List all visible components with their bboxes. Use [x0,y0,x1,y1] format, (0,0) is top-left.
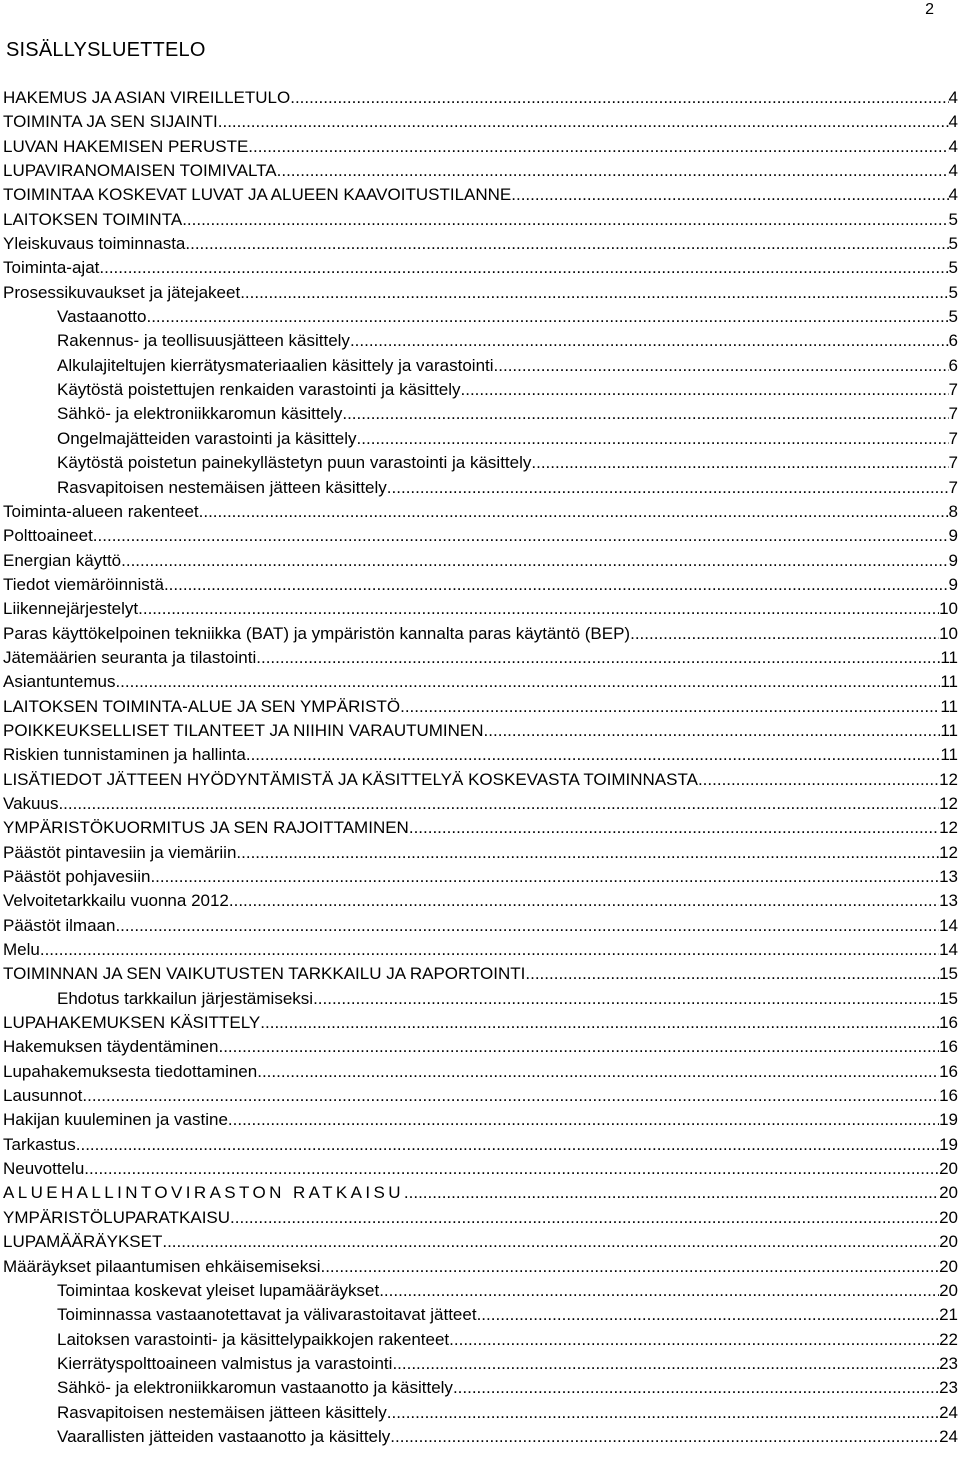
toc-dot-leader [461,378,949,402]
toc-entry-page: 4 [948,88,958,107]
toc-entry-page: 20 [939,1232,958,1252]
toc-entry-label: Käytöstä poistetun painekyllästetyn puun varastointi ja käsittely [57,453,532,473]
toc-dot-leader [392,1352,939,1376]
toc-entry[interactable] [3,889,958,913]
toc-entry[interactable] [3,354,958,378]
toc-entry[interactable] [3,110,958,134]
toc-entry-label: YMPÄRISTÖLUPARATKAISU [3,1207,231,1227]
toc-dot-leader [257,1060,939,1084]
toc-entry-label: TOIMINNAN JA SEN VAIKUTUSTEN TARKKAILU JA RAPORTOINTI [3,964,526,984]
toc-entry[interactable] [3,622,958,646]
toc-entry[interactable] [3,256,958,280]
toc-entry[interactable] [3,1328,958,1352]
toc-entry[interactable] [3,378,958,402]
toc-dot-leader [93,524,949,548]
toc-entry-label: Neuvottelu [3,1159,85,1179]
toc-entry[interactable] [3,183,958,207]
toc-entry-page: 5 [948,282,958,302]
toc-entry[interactable] [3,86,958,110]
toc-entry-label: Hakemuksen täydentäminen [3,1037,219,1057]
toc-dot-leader [146,305,948,329]
toc-entry-page: 11 [940,745,958,765]
toc-entry-page: 21 [939,1305,958,1325]
toc-entry[interactable] [3,938,958,962]
toc-dot-leader [531,451,948,475]
toc-entry[interactable] [3,670,958,694]
toc-dot-leader [387,476,949,500]
toc-dot-leader [246,743,940,767]
toc-dot-leader [40,938,939,962]
toc-entry-page: 15 [939,964,958,984]
toc-dot-leader [82,1084,939,1108]
toc-entry-label: Liikennejärjestelyt [3,599,139,619]
toc-entry-page: 13 [939,891,958,911]
toc-entry-label: Ehdotus tarkkailun järjestämiseksi [57,988,314,1008]
toc-entry-page: 23 [939,1378,958,1398]
toc-entry-label: Asiantuntemus [3,672,116,692]
toc-dot-leader [162,1230,939,1254]
toc-dot-leader [484,719,941,743]
toc-entry-label: Sähkö- ja elektroniikkaromun vastaanotto ja käsittely [57,1378,453,1398]
toc-entry-label: Riskien tunnistaminen ja hallinta [3,745,246,765]
toc-dot-leader [357,427,949,451]
toc-entry[interactable] [3,476,958,500]
toc-dot-leader [76,1133,939,1157]
toc-dot-leader [511,183,948,207]
toc-entry-page: 11 [940,672,958,692]
toc-entry-label: TOIMINTAA KOSKEVAT LUVAT JA ALUEEN KAAVOITUSTILANNE [3,185,512,205]
toc-entry-label: Tiedot viemäröinnistä [3,574,164,594]
toc-entry[interactable] [3,232,958,256]
toc-entry-page: 5 [948,234,958,254]
toc-entry-label: Rakennus- ja teollisuusjätteen käsittely [57,331,350,351]
toc-entry-label: Prosessikuvaukset ja jätejakeet [3,282,241,302]
toc-entry[interactable] [3,549,958,573]
toc-entry-label: LAITOKSEN TOIMINTA [3,209,183,229]
toc-entry-label: Päästöt pohjavesiin [3,867,151,886]
toc-entry-page: 4 [948,112,958,132]
toc-entry-label: Vakuus [3,793,59,813]
toc-entry-label: LUPAMÄÄRÄYKSET [3,1232,163,1252]
toc-entry-label: Lupahakemuksesta tiedottaminen [3,1061,258,1081]
toc-entry-page: 15 [939,988,958,1008]
toc-entry-page: 7 [948,453,958,473]
toc-dot-leader [99,256,948,280]
toc-entry-label: Alkulajiteltujen kierrätysmateriaalien käsittely ja varastointi [57,355,494,375]
toc-entry-label: LUPAVIRANOMAISEN TOIMIVALTA [3,161,277,181]
toc-dot-leader [698,768,939,792]
toc-entry-page: 13 [939,867,958,886]
toc-entry-page: 23 [939,1353,958,1373]
toc-dot-leader [230,1206,939,1230]
toc-entry-label: Kierrätyspolttoaineen valmistus ja varastointi [57,1353,393,1373]
toc-dot-leader [350,329,949,353]
toc-entry[interactable] [3,1011,958,1035]
toc-dot-leader [409,816,939,840]
toc-entry[interactable] [3,816,958,840]
toc-entry-label: Melu [3,940,40,960]
toc-entry-label: Hakijan kuuleminen ja vastine [3,1110,228,1130]
toc-entry-label: LAITOKSEN TOIMINTA-ALUE JA SEN YMPÄRISTÖ [3,696,401,716]
toc-dot-leader [260,1011,939,1035]
toc-entry-page: 24 [939,1426,958,1446]
toc-dot-leader [404,1181,939,1205]
toc-entry-page: 20 [939,1280,958,1300]
toc-entry-page: 5 [948,307,958,327]
toc-dot-leader [379,1279,939,1303]
toc-entry-page: 8 [948,501,958,521]
toc-dot-leader [256,646,940,670]
toc-entry[interactable] [3,1376,958,1400]
toc-entry-label: HAKEMUS JA ASIAN VIREILLETULO [3,88,291,107]
toc-entry-page: 20 [939,1183,958,1203]
toc-dot-leader [218,110,949,134]
toc-entry-page: 5 [948,209,958,229]
toc-dot-leader [290,86,948,110]
toc-entry-page: 12 [939,769,958,789]
toc-dot-leader [494,354,949,378]
toc-dot-leader [320,1255,939,1279]
toc-entry[interactable] [3,573,958,597]
toc-entry[interactable] [3,1084,958,1108]
toc-entry-page: 12 [939,818,958,838]
toc-entry[interactable] [3,1133,958,1157]
toc-entry-page: 12 [939,793,958,813]
toc-dot-leader [477,1303,940,1327]
toc-entry-label: Rasvapitoisen nestemäisen jätteen käsittely [57,1402,387,1422]
toc-entry-label: Polttoaineet [3,526,93,546]
toc-entry-page: 19 [939,1110,958,1130]
toc-entry[interactable] [3,1279,958,1303]
toc-entry-page: 6 [948,331,958,351]
toc-entry-label: Päästöt ilmaan [3,915,116,935]
toc-entry-page: 11 [940,696,958,716]
toc-entry[interactable] [3,695,958,719]
toc-entry-page: 16 [939,1061,958,1081]
toc-entry-page: 11 [940,720,958,740]
toc-entry[interactable] [3,402,958,426]
toc-entry-label: Vastaanotto [57,307,147,327]
toc-entry[interactable] [3,1157,958,1181]
toc-entry[interactable] [3,841,958,865]
toc-entry-label: YMPÄRISTÖKUORMITUS JA SEN RAJOITTAMINEN [3,818,409,838]
toc-entry[interactable] [3,1035,958,1059]
toc-entry[interactable] [3,1425,958,1449]
toc-entry[interactable] [3,427,958,451]
toc-entry[interactable] [3,1108,958,1132]
toc-entry[interactable] [3,1181,958,1205]
toc-dot-leader [150,865,939,889]
toc-dot-leader [58,792,939,816]
toc-entry[interactable] [3,1401,958,1425]
toc-entry-label: Velvoitetarkkailu vuonna 2012 [3,891,229,911]
toc-entry-label: LISÄTIEDOT JÄTTEEN HYÖDYNTÄMISTÄ JA KÄSITTELYÄ KOSKEVASTA TOIMINNASTA [3,769,698,789]
toc-entry-page: 24 [939,1402,958,1422]
toc-entry-page: 19 [939,1134,958,1154]
toc-entry[interactable] [3,135,958,159]
toc-dot-leader [277,159,949,183]
toc-entry-page: 7 [948,428,958,448]
toc-entry-page: 4 [948,161,958,181]
toc-entry[interactable] [3,1352,958,1376]
toc-dot-leader [342,402,948,426]
toc-entry[interactable] [3,865,958,889]
toc-entry-page: 14 [939,940,958,960]
toc-entry-page: 7 [948,404,958,424]
toc-entry-label: Jätemäärien seuranta ja tilastointi [3,647,257,667]
toc-entry-label: TOIMINTA JA SEN SIJAINTI [3,112,218,132]
toc-entry-label: Lausunnot [3,1086,83,1106]
toc-entry-label: Toimintaa koskevat yleiset lupamääräykset [57,1280,380,1300]
toc-entry-page: 16 [939,1086,958,1106]
toc-entry-label: Toiminta-ajat [3,258,100,278]
toc-entry-label: Määräykset pilaantumisen ehkäisemiseksi [3,1256,321,1276]
toc-entry-label: Ongelmajätteiden varastointi ja käsittely [57,428,357,448]
toc-dot-leader [121,549,948,573]
toc-entry-page: 4 [948,185,958,205]
toc-entry-page: 12 [939,842,958,862]
toc-entry[interactable] [3,208,958,232]
toc-dot-leader [199,500,949,524]
toc-entry-label: Käytöstä poistettujen renkaiden varastointi ja käsittely [57,380,461,400]
toc-entry-label: Toiminnassa vastaanotettavat ja välivarastoitavat jätteet [57,1305,477,1325]
toc-dot-leader [236,841,939,865]
toc-entry[interactable] [3,524,958,548]
toc-dot-leader [630,622,939,646]
toc-entry-page: 5 [948,258,958,278]
toc-entry-page: 7 [948,380,958,400]
toc-entry-page: 20 [939,1256,958,1276]
toc-entry-page: 16 [939,1037,958,1057]
toc-entry[interactable] [3,1303,958,1327]
toc-entry-page: 14 [939,915,958,935]
toc-entry-page: 9 [948,526,958,546]
toc-entry-label: Vaarallisten jätteiden vastaanotto ja käsittely [57,1426,391,1446]
toc-dot-leader [449,1328,939,1352]
toc-dot-leader [525,962,939,986]
toc-title: SISÄLLYSLUETTELO [6,39,206,61]
toc-entry[interactable] [3,1206,958,1230]
toc-entry[interactable] [3,719,958,743]
toc-entry-page: 10 [939,599,958,619]
toc-entry-label: LUVAN HAKEMISEN PERUSTE [3,136,249,156]
toc-entry-label: Rasvapitoisen nestemäisen jätteen käsittely [57,477,387,497]
toc-entry-page: 9 [948,550,958,570]
toc-entry-label: POIKKEUKSELLISET TILANTEET JA NIIHIN VARAUTUMINEN [3,720,484,740]
toc-entry-page: 16 [939,1013,958,1033]
toc-entry-label: Päästöt pintavesiin ja viemäriin [3,842,237,862]
toc-entry-page: 11 [940,647,958,667]
toc-dot-leader [182,208,948,232]
toc-entry[interactable] [3,451,958,475]
toc-entry-label: Tarkastus [3,1134,76,1154]
toc-entry-label: Toiminta-alueen rakenteet [3,501,199,521]
toc-dot-leader [228,1108,939,1132]
toc-entry-label: ALUEHALLINTOVIRASTON RATKAISU [3,1183,404,1203]
toc-entry-page: 10 [939,623,958,643]
toc-entry[interactable] [3,792,958,816]
toc-entry-label: Paras käyttökelpoinen tekniikka (BAT) ja ympäristön kannalta paras käytäntö (BEP) [3,623,631,643]
toc-entry-label: Energian käyttö [3,550,122,570]
toc-dot-leader [164,573,949,597]
toc-entry[interactable] [3,597,958,621]
toc-entry-page: 7 [948,477,958,497]
toc-entry[interactable] [3,1060,958,1084]
toc-entry-label: Sähkö- ja elektroniikkaromun käsittely [57,404,343,424]
toc-entry-page: 22 [939,1329,958,1349]
toc-entry[interactable] [3,281,958,305]
toc-entry[interactable] [3,768,958,792]
toc-entry-page: 20 [939,1159,958,1179]
toc-entry-label: Laitoksen varastointi- ja käsittelypaikkojen rakenteet [57,1329,450,1349]
toc-dot-leader [390,1425,939,1449]
toc-dot-leader [115,914,939,938]
toc-list [3,86,958,1449]
toc-dot-leader [138,597,939,621]
toc-dot-leader [240,281,948,305]
toc-dot-leader [387,1401,939,1425]
toc-entry[interactable] [3,305,958,329]
toc-dot-leader [185,232,948,256]
toc-entry-page: 9 [948,574,958,594]
toc-dot-leader [453,1376,939,1400]
toc-entry[interactable] [3,1255,958,1279]
toc-dot-leader [313,987,939,1011]
toc-entry-label: LUPAHAKEMUKSEN KÄSITTELY [3,1013,261,1033]
toc-entry[interactable] [3,987,958,1011]
toc-entry[interactable] [3,962,958,986]
page-number: 2 [925,1,934,18]
toc-entry-page: 6 [948,355,958,375]
toc-dot-leader [248,135,948,159]
toc-dot-leader [84,1157,939,1181]
toc-entry-page: 20 [939,1207,958,1227]
toc-entry-page: 4 [948,136,958,156]
toc-entry[interactable] [3,500,958,524]
toc-dot-leader [400,695,940,719]
toc-dot-leader [115,670,940,694]
toc-entry[interactable] [3,646,958,670]
toc-dot-leader [218,1035,939,1059]
toc-entry[interactable] [3,743,958,767]
toc-dot-leader [229,889,939,913]
toc-entry[interactable] [3,159,958,183]
toc-entry[interactable] [3,1230,958,1254]
toc-entry[interactable] [3,329,958,353]
toc-entry[interactable] [3,914,958,938]
toc-entry-label: Yleiskuvaus toiminnasta [3,234,186,254]
